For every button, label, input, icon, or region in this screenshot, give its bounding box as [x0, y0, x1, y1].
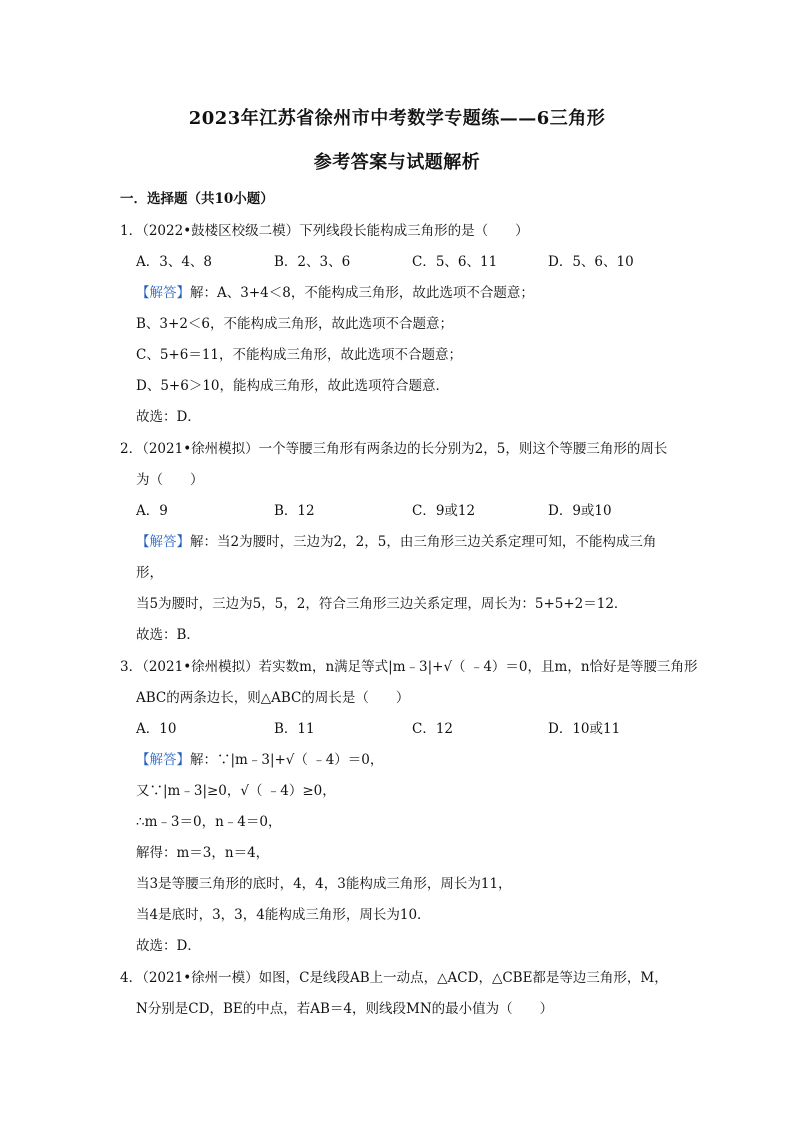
q2-stem-line2: 为（ ） [136, 472, 204, 488]
q1-solution-first [136, 284, 534, 302]
q4-stem-line1: 4．（2021•徐州一模）如图，C是线段AB上一动点，△ACD，△CBE都是等边三角形，M， [120, 970, 668, 986]
q1-option-b: B．2、3、6 [274, 254, 351, 270]
q1-conclusion: 故选：D． [136, 409, 201, 425]
q3-option-a: A．10 [136, 721, 177, 737]
q4-stem-line2: N分别是CD，BE的中点，若AB＝4，则线段MN的最小值为（ ） [136, 1001, 554, 1017]
q2-solution-line: 当5为腰时，三边为5，5，2，符合三角形三边关系定理，周长为：5+5+2＝12． [136, 596, 628, 612]
page-title: 2023年江苏省徐州市中考数学专题练——6三角形 [188, 108, 606, 129]
q1-option-c: C．5、6、11 [412, 254, 498, 270]
q1-option-a: A．3、4、8 [136, 254, 213, 270]
q2-option-c: C．9或12 [412, 503, 476, 519]
q3-solution-line: ∴m﹣3＝0，n﹣4＝0， [136, 814, 282, 830]
q2-solution-first [136, 533, 656, 551]
answer-label: 【解答】 [136, 534, 190, 550]
q3-option-d: D．10或11 [548, 721, 621, 737]
q3-solution-line: 当4是底时，3，3，4能构成三角形，周长为10． [136, 907, 431, 923]
answer-label: 【解答】 [136, 285, 190, 301]
q3-conclusion: 故选：D． [136, 938, 201, 954]
q1-solution-line: B、3+2＜6，不能构成三角形，故此选项不合题意； [136, 316, 453, 332]
q2-solution-line: 形， [136, 565, 163, 581]
q3-solution-line: 又∵|m﹣3|≥0，√（ ﹣4）≥0， [136, 783, 336, 799]
q3-solution-text: 解：∵|m﹣3|+√（ ﹣4）＝0， [190, 752, 384, 768]
q1-solution-line: C、5+6＝11，不能构成三角形，故此选项不合题意； [136, 347, 462, 363]
q2-option-a: A．9 [136, 503, 168, 519]
q3-solution-line: 当3是等腰三角形的底时，4，4，3能构成三角形，周长为11， [136, 876, 512, 892]
q3-solution-line: 解得：m＝3，n＝4， [136, 845, 270, 861]
q2-solution-text: 解：当2为腰时，三边为2，2，5，由三角形三边关系定理可知，不能构成三角 [190, 534, 657, 550]
q2-conclusion: 故选：B． [136, 627, 200, 643]
section-heading: 一．选择题（共10小题） [120, 191, 274, 207]
q3-option-b: B．11 [274, 721, 315, 737]
q3-stem-line2: ABC的两条边长，则△ABC的周长是（ ） [136, 690, 410, 706]
q1-solution-text: 解：A、3+4＜8，不能构成三角形，故此选项不合题意； [190, 285, 534, 301]
q3-stem-line1: 3．（2021•徐州模拟）若实数m，n满足等式|m﹣3|+√（ ﹣4）＝0，且m，n恰好是等腰三角形 [120, 659, 698, 675]
q1-stem: 1．（2022•鼓楼区校级二模）下列线段长能构成三角形的是（ ） [120, 223, 529, 239]
page-subtitle: 参考答案与试题解析 [313, 152, 481, 173]
q3-solution-first [136, 751, 383, 769]
q2-option-d: D．9或10 [548, 503, 612, 519]
q3-option-c: C．12 [412, 721, 454, 737]
q2-stem-line1: 2．（2021•徐州模拟）一个等腰三角形有两条边的长分别为2，5，则这个等腰三角形的周长 [120, 441, 668, 457]
answer-label: 【解答】 [136, 752, 190, 768]
q1-option-d: D．5、6、10 [548, 254, 634, 270]
q2-option-b: B．12 [274, 503, 315, 519]
q1-solution-line: D、5+6＞10，能构成三角形，故此选项符合题意． [136, 378, 449, 394]
